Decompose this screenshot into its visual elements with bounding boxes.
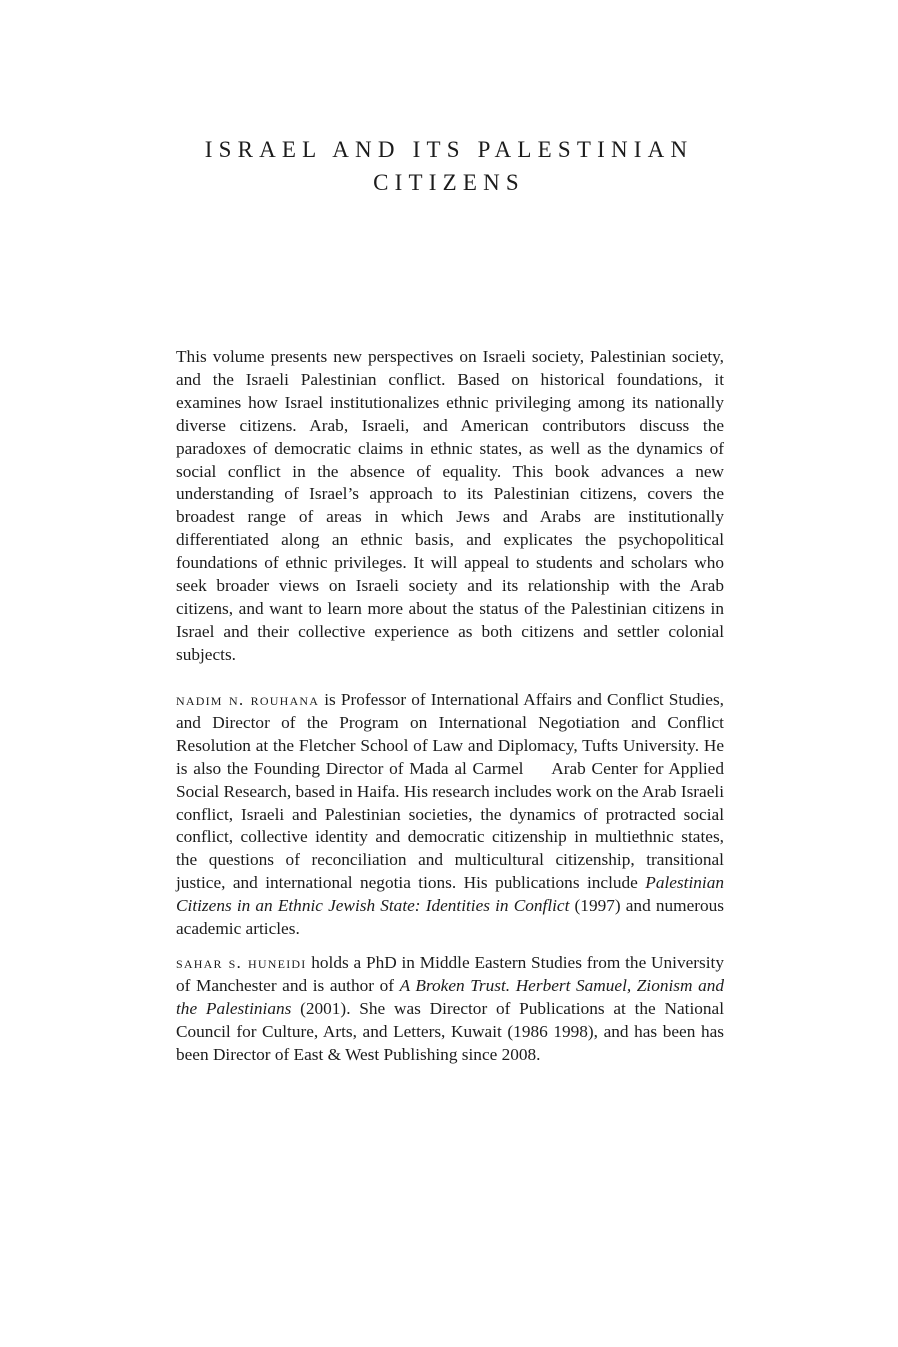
author-bio-rouhana — [176, 689, 724, 941]
author-bio-huneidi — [176, 952, 724, 1067]
author-bio-rouhana-text: is Professor of International Affairs and Conflict Studies, and Director of the Program on International Negotiation and Conflict Resolution at the Fletcher School of Law and Diplomacy, Tufts University. He is also the Founding Director of Mada al Carmel Arab Center for Applied Social Research, based in Haifa. His research includes work on the Arab Israeli conflict, Israeli and Palestinian societies, the dynamics of protracted social conflict, collective identity and democratic citizenship in multiethnic states, the questions of reconciliation and multicultural citizenship, transitional justice, and international negotia tions. His publications include — [176, 690, 725, 893]
author-book-rouhana: Palestinian Citizens in an Ethnic Jewish State: Identities in Conflict — [176, 873, 724, 916]
book-title-line-1: ISRAEL AND ITS PALESTINIAN — [204, 137, 694, 162]
book-title-line-2: CITIZENS — [373, 170, 525, 195]
book-description — [176, 346, 724, 667]
author-bio-huneidi-text: holds a PhD in Middle Eastern Studies from the University of Manchester and is author of — [176, 953, 724, 995]
author-bio-huneidi-tail: (2001). She was Director of Publications at the National Council for Culture, Arts, and Letters, Kuwait (1986 1998), and has been has been Director of East & West Publishing since 2008. — [176, 998, 724, 1064]
author-bio-huneidi-paragraph — [176, 952, 724, 1067]
book-title — [0, 133, 898, 199]
author-book-huneidi: A Broken Trust. Herbert Samuel, Zionism and the Palestinians — [176, 975, 724, 1018]
author-name-rouhana: nadim n. rouhana — [176, 690, 320, 709]
author-name-huneidi: sahar s. huneidi — [176, 953, 307, 972]
book-description-text: This volume presents new perspectives on Israeli society, Palestinian society, and the Israeli Palestinian conflict. Based on historical foundations, it examines how Israel institutionalizes ethnic privileging among its nationally diverse citizens. Arab, Israeli, and American contributors discuss the paradoxes of democratic claims in ethnic states, as well as the dynamics of social conflict in the absence of equality. This book advances a new understanding of Israel’s approach to its Palestinian citizens, covers the broadest range of areas in which Jews and Arabs are institutionally differentiated along an ethnic basis, and explicates the psychopolitical foundations of ethnic privileges. It will appeal to students and scholars who seek broader views on Israeli society and its relationship with the Arab citizens, and want to learn more about the status of the Palestinian citizens in Israel and their collective experience as both citizens and settler colonial subjects. — [176, 347, 724, 664]
author-bio-rouhana-paragraph — [176, 689, 724, 941]
author-bio-rouhana-tail: (1997) and numerous academic articles. — [176, 896, 724, 939]
